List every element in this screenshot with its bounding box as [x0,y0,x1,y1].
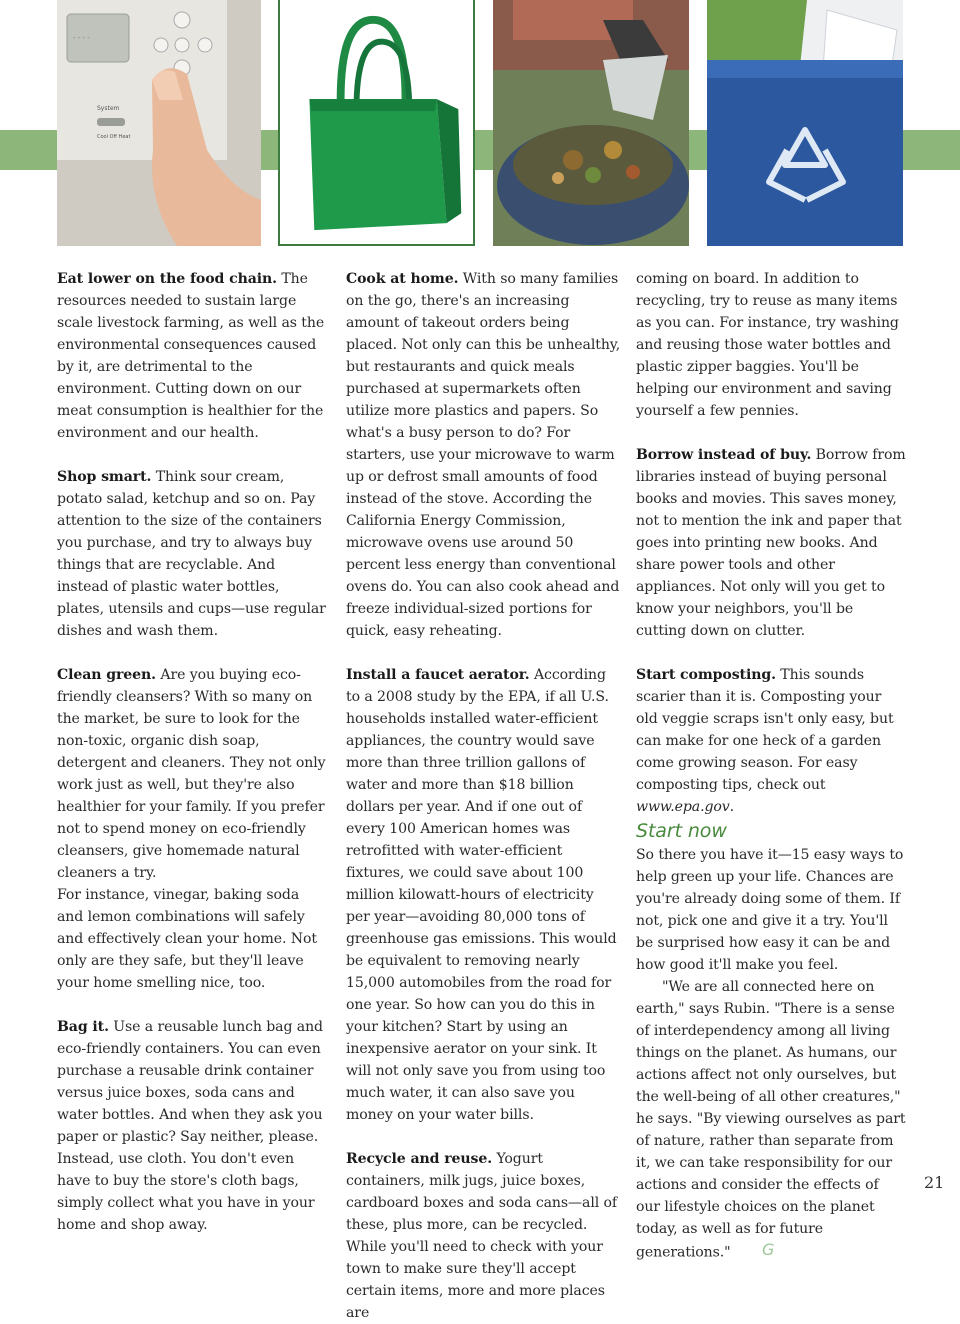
tip-composting: Start composting. This sounds scarier than it is. Composting your old veggie scraps isn't only easy, but can make for one heck of a garden come growing season. For easy composting tips, check out www.epa.gov. [636,667,894,815]
start-now-paragraph: So there you have it—15 easy ways to help green up your life. Chances are you're already doing some of them. If not, pick one and give it a try. You'll be surprised how easy it can be and how good it'll make you feel. [636,847,904,973]
tip-shop-smart: Shop smart. Think sour cream, potato salad, ketchup and so on. Pay attention to the size of the containers you purchase, and try to always buy things that are recyclable. And instead of plastic water bottles, plates, utensils and cups—use regular dishes and wash them. [57,469,326,639]
tip-borrow: Borrow instead of buy. Borrow from libraries instead of buying personal books and movies. This saves money, not to mention the ink and paper that goes into printing new books. And share power tools and other appliances. Not only will you get to know your neighbors, you'll be cutting down on clutter. [636,447,906,639]
tip-recycle-reuse: Recycle and reuse. Yogurt containers, milk jugs, juice boxes, cardboard boxes and soda cans—all of these, plus more, can be recycled. While you'll need to check with your town to make sure they'll accept certain items, more and more places are [346,1151,618,1321]
tip-cook-at-home: Cook at home. With so many families on the go, there's an increasing amount of takeout orders being placed. Not only can this be unhealthy, but restaurants and quick meals purchased at supermarkets often utilize more plastics and papers. So what's a busy person to do? For starters, use your microwave to warm up or defrost small amounts of food instead of the stove. According the California Energy Commission, microwave ovens use around 50 percent less energy than conventional ovens do. You can also cook ahead and freeze individual-sized portions for quick, easy reheating. [346,271,621,639]
tip-clean-green-cont: For instance, vinegar, baking soda and lemon combinations will safely and effectively clean your home. Not only are they safe, but they'll leave your home smelling nice, too. [57,887,317,991]
tip-recycle-reuse-cont: coming on board. In addition to recycling, try to reuse as many items as you can. For instance, try washing and reusing those water bottles and plastic zipper baggies. You'll be helping our environment and saving yourself a few pennies. [636,271,899,419]
svg-text:G: G [761,1240,774,1258]
column-3 [636,268,906,1265]
reusable-bag-photo [278,0,475,246]
svg-text:- - - -: - - - - [73,34,90,42]
tip-faucet-aerator: Install a faucet aerator. According to a 2008 study by the EPA, if all U.S. households installed water-efficient appliances, the country would save more than three trillion gallons of water and more than $18 billion dollars per year. And if one out of every 100 American homes was retrofitted with water-efficient fixtures, we could save about 100 million kilowatt-hours of electricity per year—avoiding 80,000 tons of greenhouse gas emissions. This would be equivalent to removing nearly 15,000 automobiles from the road for one year. So how can you do this in your kitchen? Start by using an inexpensive aerator on your sink. It will not only save you from using too much water, it can also save you money on your water bills. [346,667,617,1123]
thermostat-photo [57,0,261,246]
tip-bag-it: Bag it. Use a reusable lunch bag and eco-friendly containers. You can even purchase a reusable drink container versus juice boxes, soda cans and water bottles. And when they ask you paper or plastic? Say neither, please. Instead, use cloth. You don't even have to buy the store's cloth bags, simply collect what you have in your home and shop away. [57,1019,323,1233]
epa-link[interactable]: www.epa.gov [636,799,730,815]
section-heading-start-now: Start now [636,820,727,842]
thermostat-label-modes: Cool Off Heat [97,134,131,140]
tip-eat-lower: Eat lower on the food chain. The resources needed to sustain large scale livestock farming, as well as the environmental consequences caused by it, are detrimental to the environment. Cutting down on our meat consumption is healthier for the environment and our health. [57,271,325,441]
thermostat-label-system: System [97,105,120,112]
tip-clean-green: Clean green. Are you buying eco-friendly cleansers? With so many on the market, be sure to look for the non-toxic, organic dish soap, detergent and cleaners. They not only work just as well, but they're also healthier for your family. If you prefer not to spend money on eco-friendly cleansers, give homemade natural cleaners a try. [57,667,326,881]
page-number: 21 [924,1173,945,1192]
recycling-bin-photo [707,0,903,246]
column-1 [57,268,329,1236]
compost-photo [493,0,689,246]
column-2 [346,268,621,1324]
rubin-quote: "We are all connected here on earth," says Rubin. "There is a sense of interdependency among all living things on the planet. As humans, our actions affect not only ourselves, but the well-being of all other creatures," he says. "By viewing ourselves as part of nature, rather than separate from it, we can take responsibility for our actions and consider the effects of our lifestyle choices on the planet today, as well as for future generations." G [636,976,906,1265]
